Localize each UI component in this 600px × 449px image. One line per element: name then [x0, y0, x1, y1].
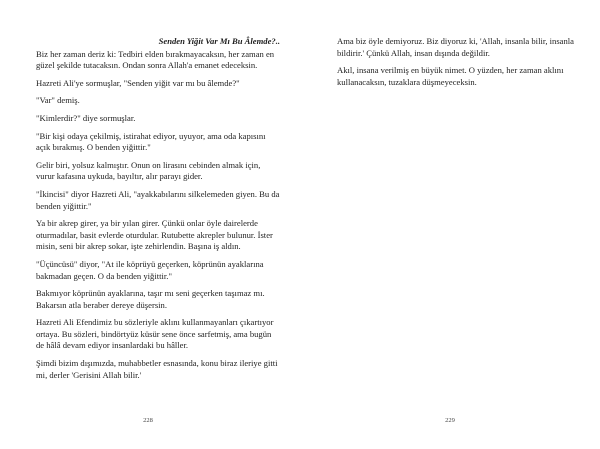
paragraph: "Kimlerdir?" diye sormuşlar.: [36, 112, 136, 123]
paragraph: "Bir kişi odaya çekilmiş, istirahat ediyor, uyuyor, ama oda kapısını açık bırakmış. O benden yiğittir.": [36, 130, 266, 153]
paragraph: "İkincisi" diyor Hazreti Ali, "ayakkabılarını silkelemeden giyen. Bu da benden yiğittir.": [36, 188, 280, 211]
right-page-text: [337, 36, 577, 94]
paragraph: Ama biz öyle demiyoruz. Biz diyoruz ki, 'Allah, insanla bilir, insanla bildirir.' Çünkü Allah, insan dışında değildir.: [337, 36, 574, 58]
chapter-title: Senden Yiğit Var Mı Bu Âlemde?..: [158, 36, 280, 46]
paragraph: "Üçüncüsü" diyor, "At ile köprüyü geçerken, köprünün ayaklarına bakmadan geçen. O da benden yiğittir.": [36, 258, 264, 281]
right-page: [300, 0, 600, 449]
paragraph: Bakmıyor köprünün ayaklarına, taşır mı seni geçerken taşımaz mı. Bakarsın atla beraber dereye düşersin.: [36, 288, 265, 310]
paragraph: Biz her zaman deriz ki: Tedbiri elden bırakmayacaksın, her zaman en güzel şekilde tutacaksın. Ondan sonra Allah'a emanet edeceksin.: [36, 48, 275, 71]
paragraph: Ya bir akrep girer, ya bir yılan girer. Çünkü onlar öyle dairelerde oturmadılar, basit evlerde oturdular. Rutubette akrepler bulunur. İster misin, seni bir akrep sokar, işte zehirlendin. Başına iş aldın.: [36, 218, 273, 252]
left-page-text: [36, 36, 280, 387]
paragraph: Hazreti Ali Efendimiz bu sözleriyle aklını kullanmayanları çıkartıyor ortaya. Bu sözleri, bindörtyüz küsür sene önce sarfetmiş, ama bugün de hâlâ devam ediyor insanlardaki bu hâller.: [36, 317, 274, 351]
paragraph: Şimdi bizim dışımızda, muhabbetler esnasında, konu biraz ileriye gitti mi, derler 'Gerisini Allah bilir.': [36, 358, 278, 380]
paragraph: Akıl, insana verilmiş en büyük nimet. O yüzden, her zaman aklını kullanacaksın, tuzaklara düşmeyeceksin.: [337, 65, 564, 87]
paragraph: Hazreti Ali'ye sormuşlar, "Senden yiğit var mı bu âlemde?": [36, 77, 240, 88]
page-number-left: 228: [143, 417, 153, 424]
page-number-right: 229: [445, 417, 455, 424]
paragraph: "Var" demiş.: [36, 95, 80, 106]
paragraph: Gelir biri, yolsuz kalmıştır. Onun on lirasını cebinden almak için, vurur kafasına uykuda, bayıltır, alır parayı gider.: [36, 159, 261, 182]
